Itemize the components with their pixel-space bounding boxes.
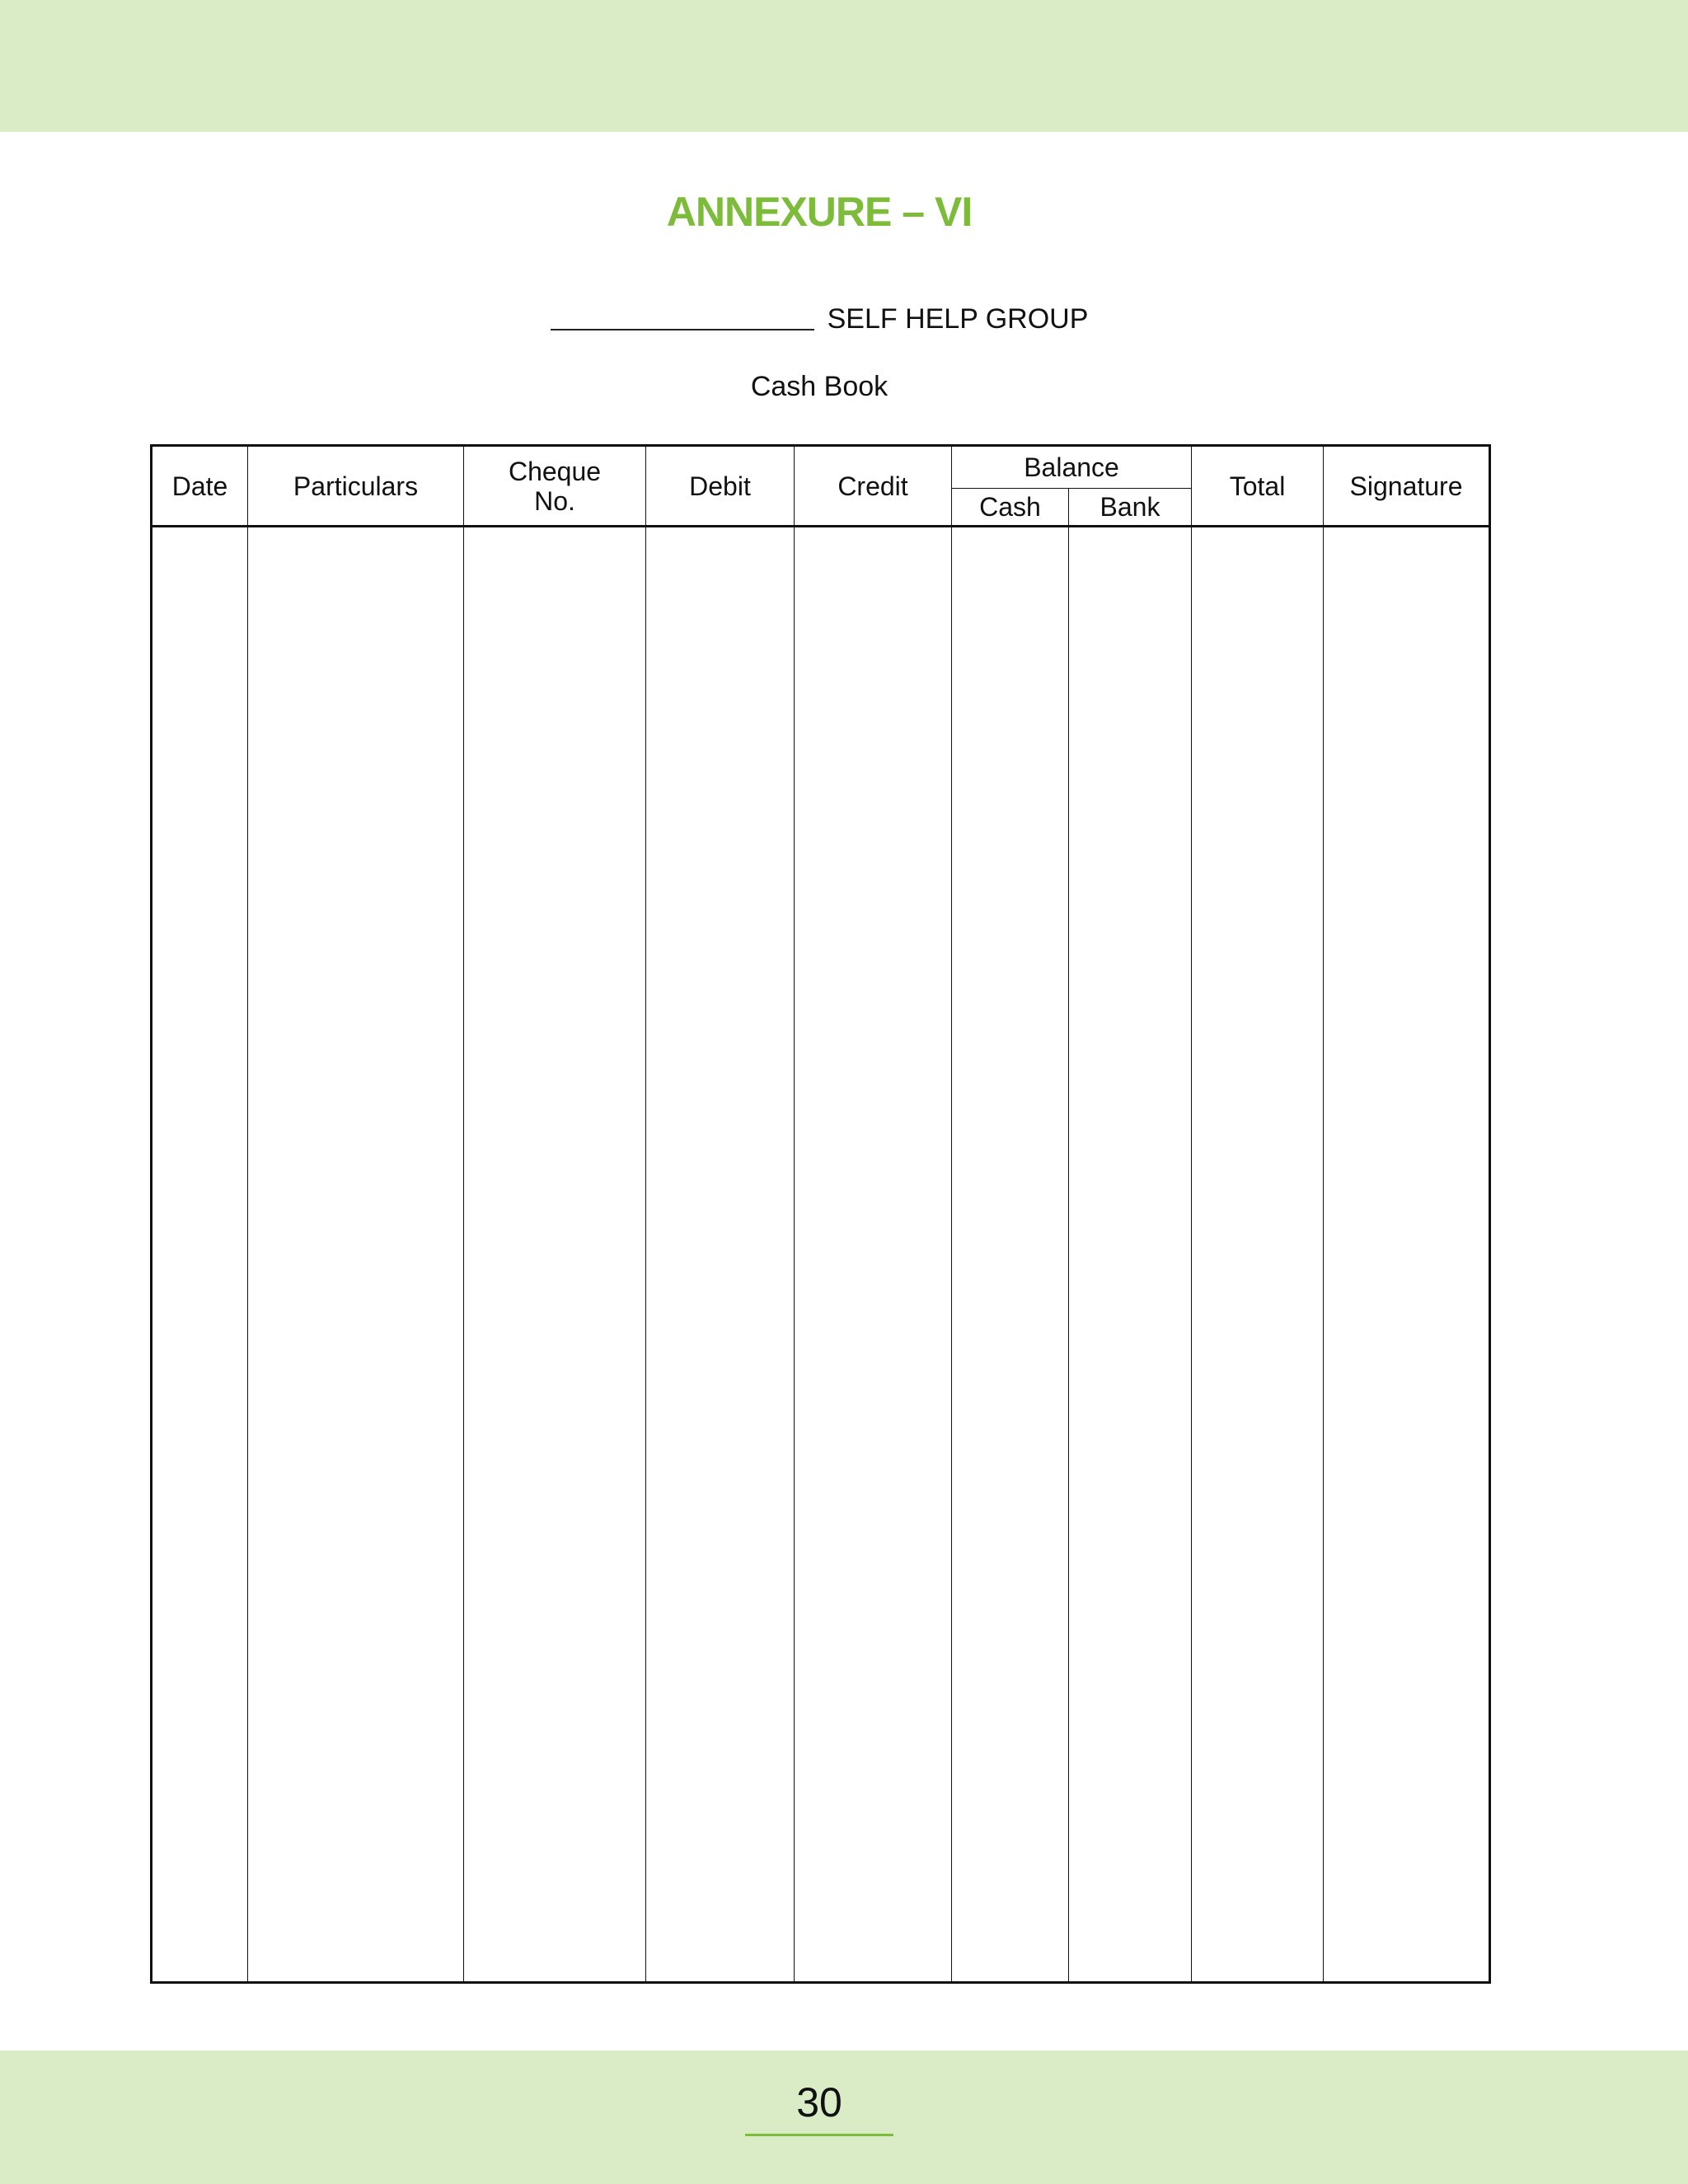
bank-cell[interactable] — [1069, 527, 1192, 1983]
header-balance-cash: Cash — [952, 489, 1069, 527]
signature-cell[interactable] — [1324, 527, 1490, 1983]
header-cheque-no: Cheque No. — [464, 446, 646, 527]
cash-book-table — [150, 444, 1491, 1984]
header-debit: Debit — [646, 446, 795, 527]
cash-cell[interactable] — [952, 527, 1069, 1983]
cheque-no-cell[interactable] — [464, 527, 646, 1983]
group-name-line — [0, 303, 1639, 335]
annexure-title: ANNEXURE – VI — [666, 189, 973, 235]
header-credit: Credit — [795, 446, 952, 527]
header-signature: Signature — [1324, 446, 1490, 527]
debit-cell[interactable] — [646, 527, 795, 1983]
top-band — [0, 0, 1688, 132]
credit-cell[interactable] — [795, 527, 952, 1983]
document-subtitle: Cash Book — [750, 371, 889, 402]
group-label: SELF HELP GROUP — [827, 303, 1089, 335]
date-cell[interactable] — [152, 527, 248, 1983]
page-number-underline — [745, 2134, 893, 2136]
header-particulars: Particulars — [248, 446, 464, 527]
header-total: Total — [1192, 446, 1324, 527]
page-number: 30 — [796, 2079, 842, 2125]
table-row — [152, 527, 1490, 1983]
header-balance-bank: Bank — [1069, 489, 1192, 527]
header-date: Date — [152, 446, 248, 527]
header-balance: Balance — [952, 446, 1192, 489]
group-name-blank[interactable] — [551, 314, 814, 330]
total-cell[interactable] — [1192, 527, 1324, 1983]
particulars-cell[interactable] — [248, 527, 464, 1983]
